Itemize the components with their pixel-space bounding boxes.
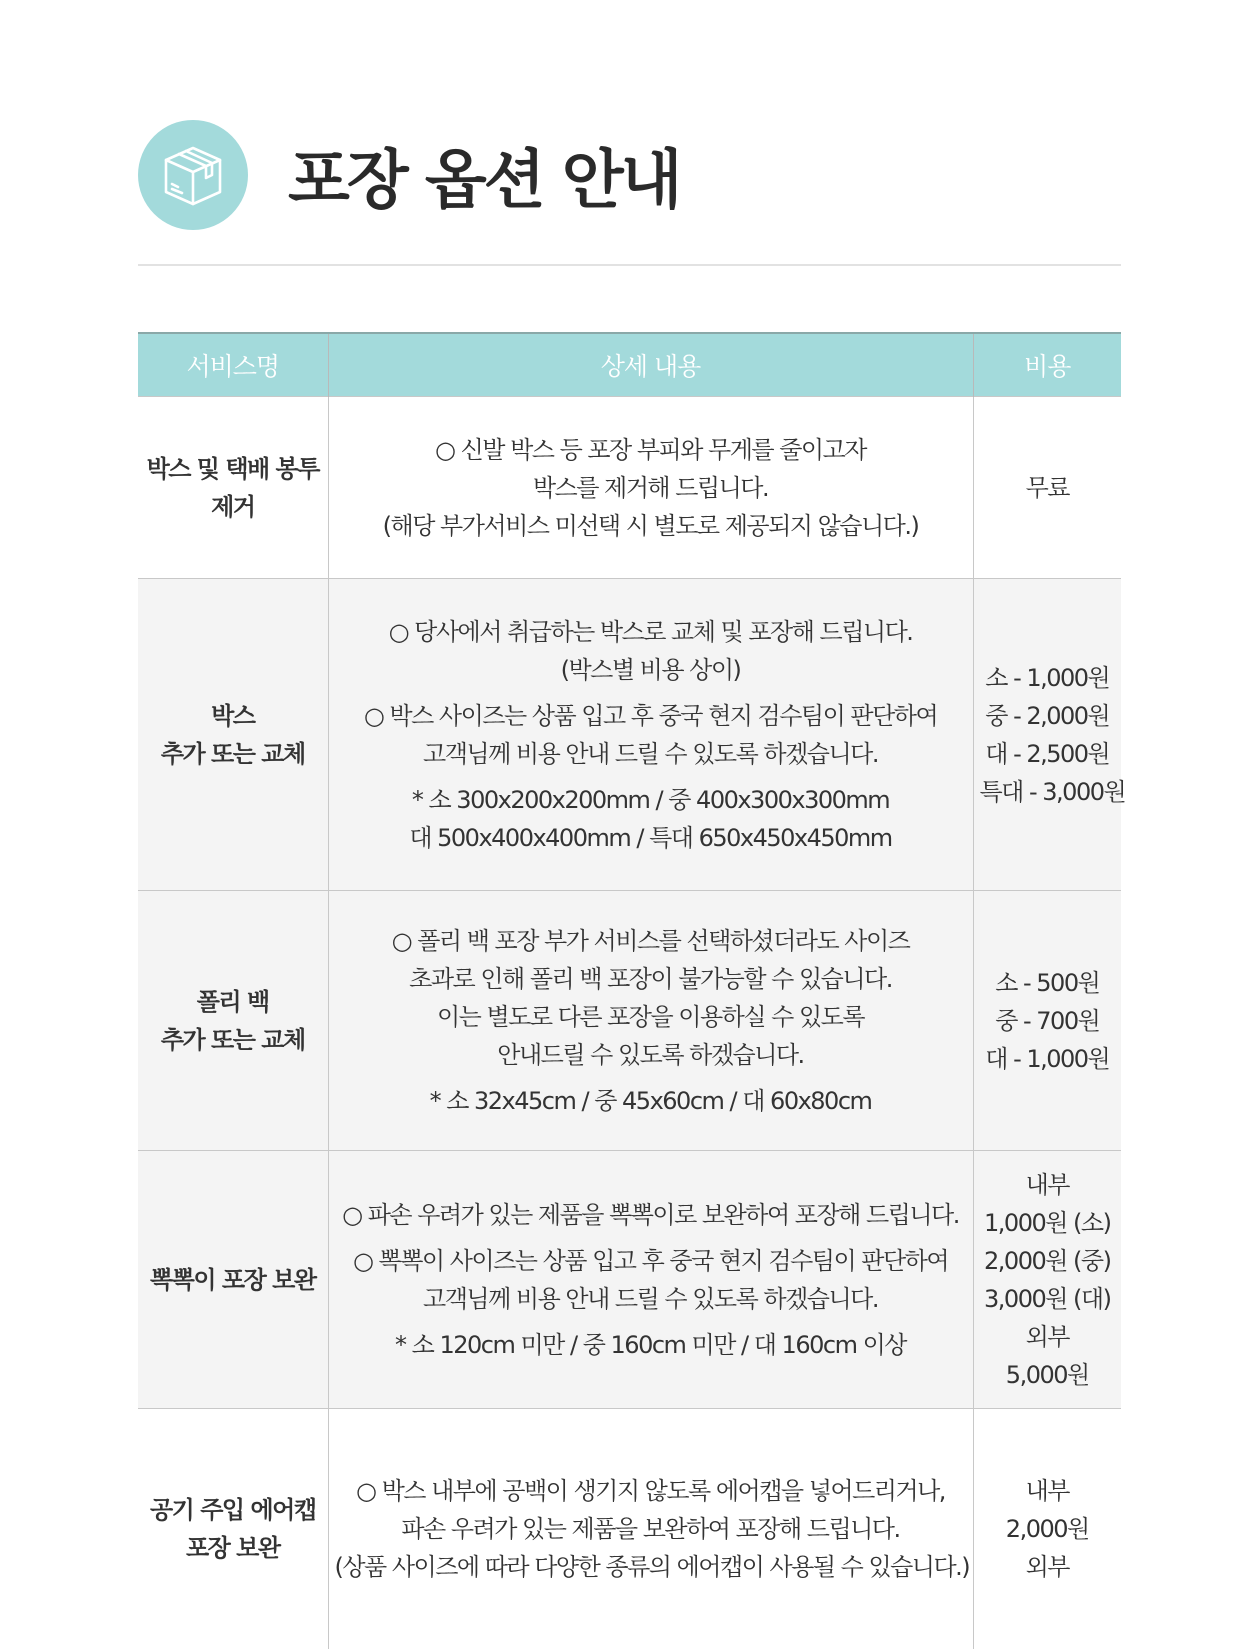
details-cell xyxy=(328,891,973,1151)
detail-group xyxy=(335,1242,967,1318)
cost-line: 외부 xyxy=(1025,1552,1069,1581)
cost-line: 대 - 2,500원 xyxy=(985,739,1110,768)
detail-group xyxy=(335,613,967,689)
column-header-cost: 비용 xyxy=(973,333,1121,397)
cost-line: 중 - 700원 xyxy=(995,1006,1100,1035)
details-cell xyxy=(328,1151,973,1409)
service-name-cell xyxy=(138,891,328,1151)
service-name-cell xyxy=(138,579,328,891)
cost-cell xyxy=(973,397,1121,579)
service-name-line: 뽁뽁이 포장 보완 xyxy=(150,1265,316,1294)
detail-line: * 소 300x200x200mm / 중 400x300x300mm xyxy=(411,785,890,814)
service-name-line: 제거 xyxy=(211,492,255,521)
cost-line: 소 - 500원 xyxy=(995,968,1100,997)
detail-group xyxy=(335,922,967,1074)
cost-line: 특대 - 3,000원 xyxy=(979,777,1126,806)
package-box-icon xyxy=(138,120,248,230)
detail-line: 고객님께 비용 안내 드릴 수 있도록 하겠습니다. xyxy=(423,1284,878,1313)
detail-line: 박스를 제거해 드립니다. xyxy=(532,473,769,502)
detail-line: 안내드릴 수 있도록 하겠습니다. xyxy=(497,1040,804,1069)
detail-line: ○ 파손 우려가 있는 제품을 뽁뽁이로 보완하여 포장해 드립니다. xyxy=(342,1200,959,1229)
cost-line: 5,000원 xyxy=(1005,1360,1089,1389)
detail-line: ○ 당사에서 취급하는 박스로 교체 및 포장해 드립니다. xyxy=(388,617,913,646)
service-name-line: 공기 주입 에어캡 xyxy=(150,1495,316,1524)
details-cell xyxy=(328,1409,973,1649)
cost-line: 2,000원 (중) xyxy=(984,1246,1111,1275)
column-header-details: 상세 내용 xyxy=(328,333,973,397)
table-row xyxy=(138,891,1121,1151)
detail-group xyxy=(335,1196,967,1234)
detail-line: 이는 별도로 다른 포장을 이용하실 수 있도록 xyxy=(436,1002,865,1031)
detail-line: 파손 우려가 있는 제품을 보완하여 포장해 드립니다. xyxy=(401,1514,900,1543)
detail-line: (해당 부가서비스 미선택 시 별도로 제공되지 않습니다.) xyxy=(382,511,919,540)
detail-line: 초과로 인해 폴리 백 포장이 불가능할 수 있습니다. xyxy=(409,964,892,993)
detail-line: (상품 사이즈에 따라 다양한 종류의 에어캡이 사용될 수 있습니다.) xyxy=(334,1552,970,1581)
service-name-cell xyxy=(138,397,328,579)
table-row xyxy=(138,579,1121,891)
service-name-line: 추가 또는 교체 xyxy=(160,1025,305,1054)
cost-line: 내부 xyxy=(1025,1476,1069,1505)
cost-line: 내부 xyxy=(1025,1170,1069,1199)
detail-group xyxy=(335,781,967,857)
service-name-line: 포장 보완 xyxy=(185,1533,280,1562)
detail-line: 대 500x400x400mm / 특대 650x450x450mm xyxy=(409,823,892,852)
column-header-service: 서비스명 xyxy=(138,333,328,397)
detail-group xyxy=(335,1326,967,1364)
cost-line: 무료 xyxy=(1025,473,1069,502)
service-name-cell xyxy=(138,1151,328,1409)
packaging-options-table xyxy=(138,332,1126,1649)
table-row xyxy=(138,1409,1121,1649)
cost-line: 대 - 1,000원 xyxy=(985,1044,1110,1073)
detail-line: 고객님께 비용 안내 드릴 수 있도록 하겠습니다. xyxy=(423,739,878,768)
header-divider xyxy=(138,264,1121,266)
detail-line: ○ 폴리 백 포장 부가 서비스를 선택하셨더라도 사이즈 xyxy=(391,926,910,955)
page-header xyxy=(138,120,680,230)
cost-cell xyxy=(973,579,1126,891)
detail-group xyxy=(334,1472,970,1586)
detail-line: (박스별 비용 상이) xyxy=(560,655,741,684)
cost-cell xyxy=(973,1151,1121,1409)
detail-line: ○ 박스 내부에 공백이 생기지 않도록 에어캡을 넣어드리거나, xyxy=(356,1476,945,1505)
cost-line: 1,000원 (소) xyxy=(984,1208,1111,1237)
detail-group xyxy=(335,697,967,773)
page-title: 포장 옵션 안내 xyxy=(288,144,680,218)
cost-cell xyxy=(973,1409,1121,1649)
service-name-line: 폴리 백 xyxy=(196,987,269,1016)
detail-group xyxy=(335,1082,967,1120)
cost-line: 소 - 1,000원 xyxy=(985,663,1110,692)
table-row xyxy=(138,397,1121,579)
table-row xyxy=(138,1151,1121,1409)
details-cell xyxy=(328,397,973,579)
detail-line: * 소 32x45cm / 중 45x60cm / 대 60x80cm xyxy=(429,1086,872,1115)
service-name-line: 박스 및 택배 봉투 xyxy=(146,454,319,483)
cost-line: 3,000원 (대) xyxy=(984,1284,1111,1313)
service-name-cell xyxy=(138,1409,328,1649)
cost-cell xyxy=(973,891,1121,1151)
service-name-line: 박스 xyxy=(211,701,255,730)
cost-line: 중 - 2,000원 xyxy=(985,701,1110,730)
table-header-row xyxy=(138,333,1121,397)
details-cell xyxy=(328,579,973,891)
detail-line: ○ 박스 사이즈는 상품 입고 후 중국 현지 검수팀이 판단하여 xyxy=(363,701,938,730)
detail-line: * 소 120cm 미만 / 중 160cm 미만 / 대 160cm 이상 xyxy=(395,1330,906,1359)
detail-group xyxy=(335,431,967,545)
service-name-line: 추가 또는 교체 xyxy=(160,739,305,768)
detail-line: ○ 뽁뽁이 사이즈는 상품 입고 후 중국 현지 검수팀이 판단하여 xyxy=(352,1246,949,1275)
cost-line: 2,000원 xyxy=(1005,1514,1089,1543)
cost-line: 외부 xyxy=(1025,1322,1069,1351)
detail-line: ○ 신발 박스 등 포장 부피와 무게를 줄이고자 xyxy=(435,435,866,464)
